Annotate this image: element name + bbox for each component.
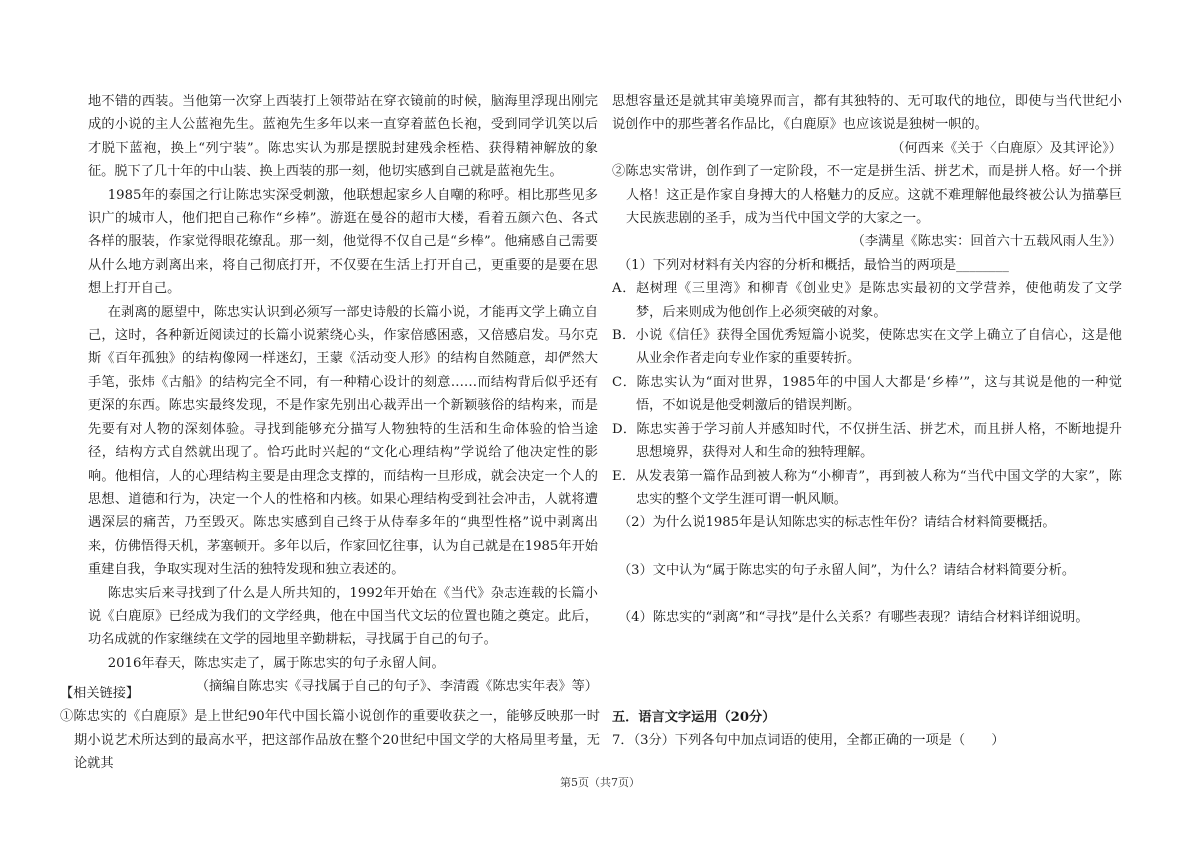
related-link-1-source: （何西来《关于〈白鹿原〉及其评论》） bbox=[891, 140, 1122, 156]
question-2: （2）为什么说1985年是认知陈忠实的标志性年份？请结合材料简要概括。 bbox=[618, 515, 1056, 531]
paragraph-4: 陈忠实后来寻找到了什么是人所共知的，1992年开始在《当代》杂志连载的长篇小说《白鹿原》已经成为我们的文学经典，他在中国当代文坛的位置也随之奠定。此后，功名成就的作家继续在文学的园地里辛勤耕耘，寻找属于自己的句子。 bbox=[88, 585, 598, 648]
related-link-1-part2: 思想容量还是就其审美境界而言，都有其独特的、无可取代的地位，即使与当代世纪小说创作中的那些著名作品比，《白鹿原》也应该说是独树一帜的。 bbox=[612, 94, 1122, 133]
related-links bbox=[60, 682, 600, 776]
related-links-heading: 【相关链接】 bbox=[60, 686, 140, 701]
question-7: 7．（3分）下列各句中加点词语的使用，全都正确的一项是（ ） bbox=[612, 733, 1005, 749]
question-1: （1）下列对材料有关内容的分析和概括，最恰当的两项是________ bbox=[618, 257, 1009, 273]
question-4: （4）陈忠实的“剥离”和“寻找”是什么关系？有哪些表现？请结合材料详细说明。 bbox=[618, 610, 1089, 626]
option-b: B．小说《信任》获得全国优秀短篇小说奖，使陈忠实在文学上确立了自信心，这是他从业余作者走向专业作家的重要转折。 bbox=[612, 328, 1122, 367]
page-footer: 第5页（共7页） bbox=[560, 776, 640, 789]
paragraph-3: 在剥离的愿望中，陈忠实认识到必须写一部史诗般的长篇小说，才能再文学上确立自己，这时，各种新近阅读过的长篇小说萦绕心头，作家倍感困惑，又倍感启发。马尔克斯《百年孤独》的结构像网一样迷幻，王蒙《活动变人形》的结构自然随意，却俨然大手笔，张炜《古船》的结构完全不同，有一种精心设计的刻意……而结构背后似乎还有更深的东西。陈忠实最终发现，不是作家先别出心裁弄出一个新颖骇俗的结构来，而是先要有对人物的深刻体验。寻找到能够充分描写人物独特的生活和生命体验的恰当途径，结构方式自然就出现了。恰巧此时兴起的“文化心理结构”学说给了他决定性的影响。他相信，人的心理结构主要是由理念支撑的，而结构一旦形成，就会决定一个人的思想、道德和行为，决定一个人的性格和内核。如果心理结构受到社会冲击，人就将遭遇深层的痛苦，乃至毁灭。陈忠实感到自己终于从侍奉多年的“典型性格”说中剥离出来，仿佛悟得天机，茅塞顿开。多年以后，作家回忆往事，认为自己就是在1985年开始重建自我，争取实现对生活的独特发现和独立表述的。 bbox=[88, 304, 598, 578]
left-column bbox=[88, 90, 598, 699]
source-citation: （摘编自陈忠实《寻找属于自己的句子》、李清霞《陈忠实年表》等） bbox=[195, 679, 598, 695]
paragraph-5: 2016年春天，陈忠实走了，属于陈忠实的句子永留人间。 bbox=[107, 655, 445, 671]
option-e: E．从发表第一篇作品到被人称为“小柳青”，再到被人称为“当代中国文学的大家”，陈忠实的整个文学生涯可谓一帆风顺。 bbox=[612, 468, 1122, 507]
option-a: A．赵树理《三里湾》和柳青《创业史》是陈忠实最初的文学营养，使他萌发了文学梦，后来则成为他创作上必须突破的对象。 bbox=[612, 281, 1122, 320]
related-link-2-source: （李满星《陈忠实：回首六十五载风雨人生》） bbox=[851, 234, 1122, 250]
paragraph-1: 地不错的西装。当他第一次穿上西装打上领带站在穿衣镜前的时候，脑海里浮现出刚完成的小说的主人公蓝袍先生。蓝袍先生多年以来一直穿着蓝色长袍，受到同学讥笑以后才脱下蓝袍，换上“列宁装”。陈忠实认为那是摆脱封建残余桎梏、获得精神解放的象征。脱下了几十年的中山装、换上西装的那一刻，他切实感到自己就是蓝袍先生。 bbox=[88, 94, 598, 180]
section-5-heading: 五．语言文字运用（20分） bbox=[612, 710, 776, 725]
related-link-2: ②陈忠实常讲，创作到了一定阶段，不一定是拼生活、拼艺术，而是拼人格。好一个拼人格！这正是作家自身搏大的人格魅力的反应。这就不难理解他最终被公认为描摹巨大民族悲剧的圣手，成为当代中国文学的大家之一。 bbox=[612, 164, 1122, 227]
option-d: D．陈忠实善于学习前人并感知时代，不仅拼生活、拼艺术，而且拼人格，不断地提升思想境界，获得对人和生命的独特理解。 bbox=[612, 421, 1122, 461]
option-c: C．陈忠实认为“面对世界，1985年的中国人大都是‘乡棒’”，这与其说是他的一种觉悟，不如说是他受刺激后的错误判断。 bbox=[612, 374, 1122, 414]
question-3: （3）文中认为“属于陈忠实的句子永留人间”，为什么？请结合材料简要分析。 bbox=[618, 562, 1076, 578]
paragraph-2: 1985年的泰国之行让陈忠实深受刺激，他联想起家乡人自嘲的称呼。相比那些见多识广的城市人，他们把自己称作“乡棒”。游逛在曼谷的超市大楼，看着五颜六色、各式各样的服装，作家觉得眼花缭乱。那一刻，他觉得不仅自己是“乡棒”。他痛感自己需要从什么地方剥离出来，将自己彻底打开，不仅要在生活上打开自己，更重要的是要在思想上打开自己。 bbox=[88, 187, 598, 297]
right-column bbox=[612, 90, 1122, 630]
related-link-1-part1: ①陈忠实的《白鹿原》是上世纪90年代中国长篇小说创作的重要收获之一，能够反映那一时期小说艺术所达到的最高水平，把这部作品放在整个20世纪中国文学的大格局里考量，无论就其 bbox=[60, 709, 600, 772]
section-5 bbox=[612, 706, 1132, 753]
